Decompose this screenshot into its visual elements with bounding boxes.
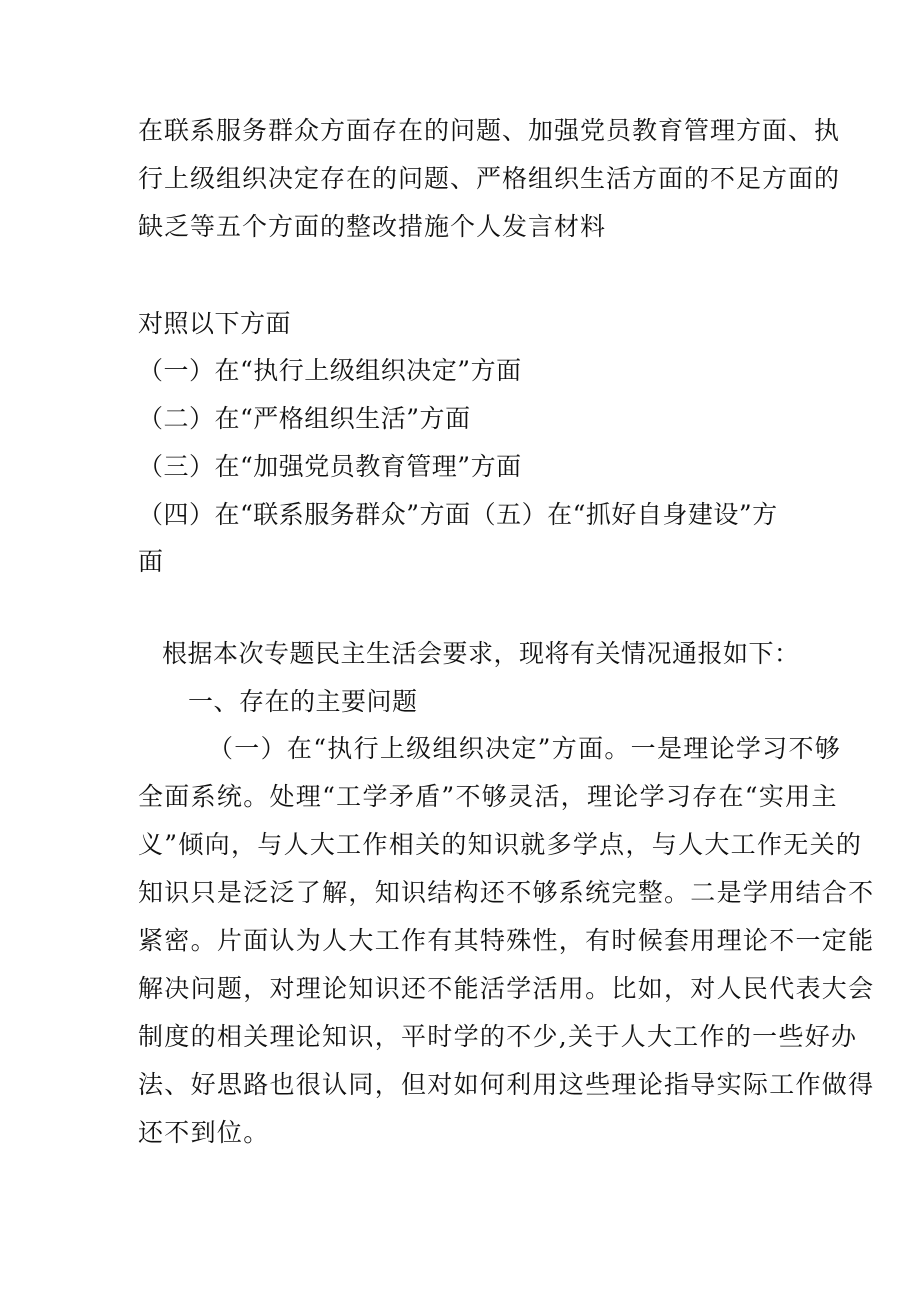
paragraph-line-4: 知识只是泛泛了解，知识结构还不够系统完整。二是学用结合不 <box>138 878 875 907</box>
paragraph-line-3: 义”倾向，与人大工作相关的知识就多学点，与人大工作无关的 <box>138 830 863 859</box>
document-title-line-2: 行上级组织决定存在的问题、严格组织生活方面的不足方面的 <box>138 164 841 193</box>
paragraph-line-5: 紧密。片面认为人大工作有其特殊性，有时候套用理论不一定能 <box>138 926 875 955</box>
paragraph-line-2: 全面系统。处理“工学矛盾”不够灵活，理论学习存在“实用主 <box>138 782 838 811</box>
document-title-line-1: 在联系服务群众方面存在的问题、加强党员教育管理方面、执 <box>138 116 841 145</box>
aspect-item-2: （二）在“严格组织生活”方面 <box>138 404 471 433</box>
paragraph-line-6: 解决问题，对理论知识还不能活学活用。比如，对人民代表大会 <box>138 974 875 1003</box>
paragraph-line-7: 制度的相关理论知识，平时学的不少,关于人大工作的一些好办 <box>138 1022 858 1051</box>
paragraph-line-1: （一）在“执行上级组织决定”方面。一是理论学习不够 <box>208 734 842 763</box>
paragraph-line-8: 法、好思路也很认同，但对如何利用这些理论指导实际工作做得 <box>138 1070 875 1099</box>
section-heading: 一、存在的主要问题 <box>188 687 418 716</box>
aspect-item-4-continued: 面 <box>138 547 164 576</box>
aspect-item-4: （四）在“联系服务群众”方面（五）在“抓好自身建设”方 <box>138 500 778 529</box>
aspect-item-1: （一）在“执行上级组织决定”方面 <box>138 356 522 385</box>
intro-paragraph: 根据本次专题民主生活会要求，现将有关情况通报如下： <box>162 639 800 668</box>
paragraph-line-9: 还不到位。 <box>138 1118 270 1147</box>
aspect-item-3: （三）在“加强党员教育管理”方面 <box>138 452 522 481</box>
document-title-line-3: 缺乏等五个方面的整改措施个人发言材料 <box>138 212 607 241</box>
compare-heading: 对照以下方面 <box>138 309 292 338</box>
